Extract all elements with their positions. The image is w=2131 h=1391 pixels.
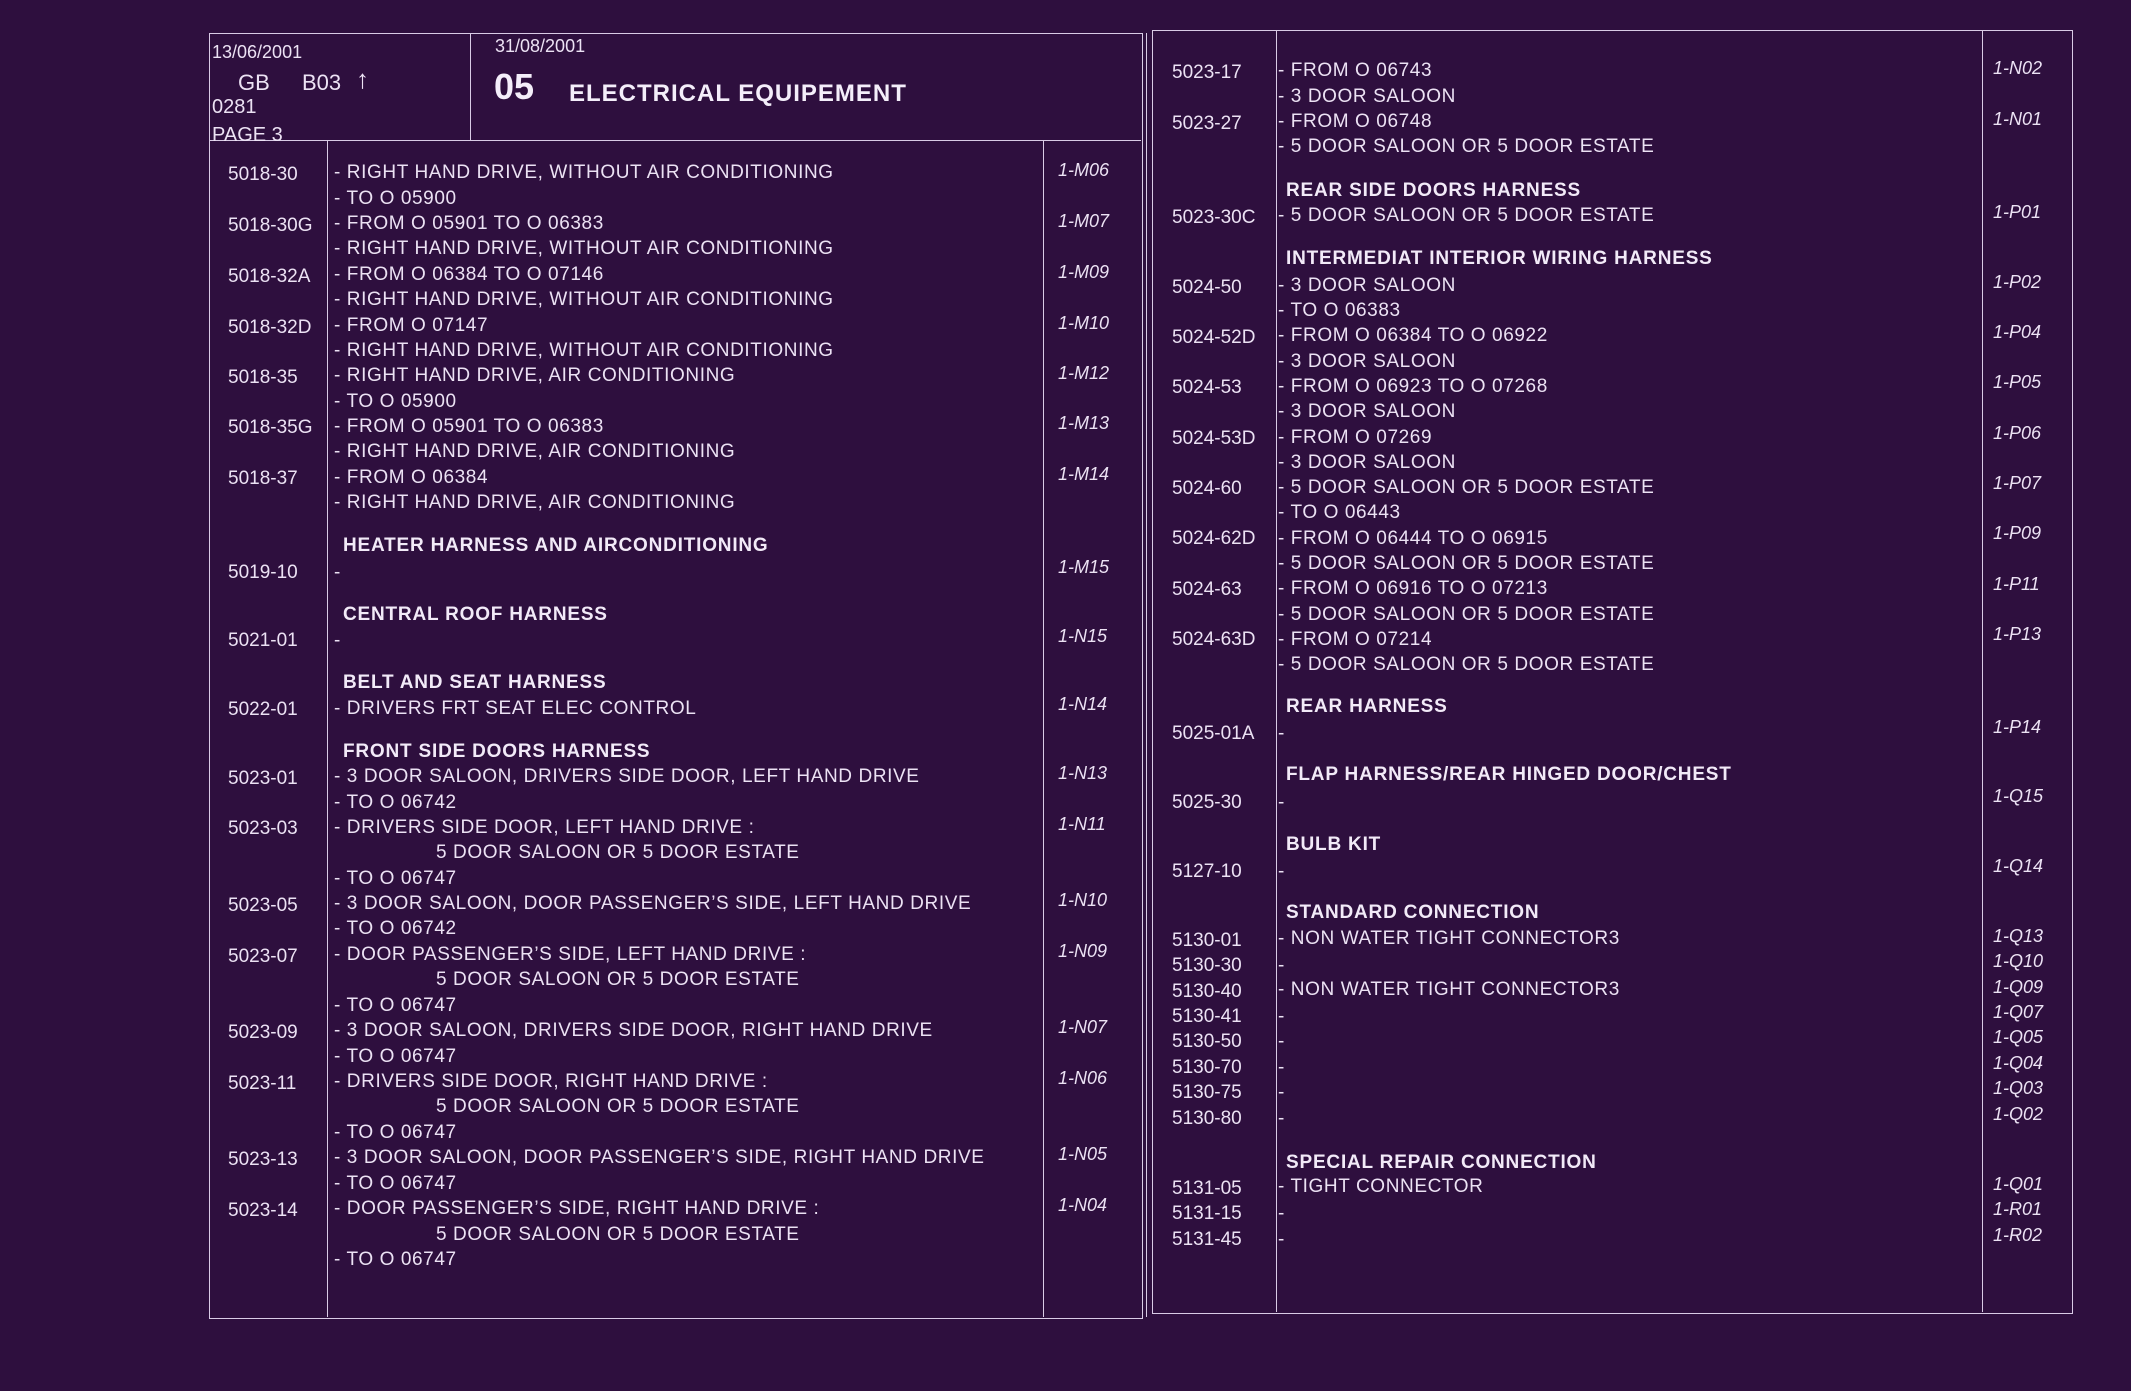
description-line: - 3 DOOR SALOON bbox=[1278, 452, 1456, 473]
section-heading: FRONT SIDE DOORS HARNESS bbox=[343, 741, 651, 762]
figure-ref: 1-Q05 bbox=[1993, 1027, 2044, 1047]
part-code: 5023-27 bbox=[1172, 113, 1242, 134]
description-line: - FROM O 06384 bbox=[334, 467, 489, 488]
description-line: - TO O 06747 bbox=[334, 1122, 457, 1143]
description-line: - 5 DOOR SALOON OR 5 DOOR ESTATE bbox=[1278, 477, 1655, 498]
figure-ref: 1-P07 bbox=[1993, 473, 2042, 493]
figure-ref: 1-M07 bbox=[1058, 211, 1110, 231]
figure-ref: 1-Q07 bbox=[1993, 1002, 2044, 1022]
header-date-right: 31/08/2001 bbox=[495, 36, 586, 56]
part-code: 5130-30 bbox=[1172, 955, 1242, 976]
description-line: - FROM O 06923 TO O 07268 bbox=[1278, 376, 1548, 397]
part-code: 5024-53D bbox=[1172, 428, 1256, 449]
part-code: 5023-13 bbox=[228, 1149, 298, 1170]
part-code: 5023-07 bbox=[228, 946, 298, 967]
description-line: 5 DOOR SALOON OR 5 DOOR ESTATE bbox=[436, 842, 800, 863]
figure-ref: 1-P09 bbox=[1993, 523, 2042, 543]
description-line: - 5 DOOR SALOON OR 5 DOOR ESTATE bbox=[1278, 136, 1655, 157]
part-code: 5023-03 bbox=[228, 818, 298, 839]
description-line: - 3 DOOR SALOON bbox=[1278, 275, 1456, 296]
part-code: 5023-11 bbox=[228, 1073, 297, 1094]
figure-ref: 1-P01 bbox=[1993, 202, 2042, 222]
description-line: - FROM O 07269 bbox=[1278, 427, 1433, 448]
figure-ref: 1-P06 bbox=[1993, 423, 2042, 443]
section-heading: BELT AND SEAT HARNESS bbox=[343, 672, 607, 693]
part-code: 5130-40 bbox=[1172, 981, 1242, 1002]
left-code-column-line bbox=[327, 140, 328, 1317]
figure-ref: 1-N09 bbox=[1058, 941, 1108, 961]
part-code: 5024-52D bbox=[1172, 327, 1256, 348]
description-line: - bbox=[1278, 1031, 1285, 1052]
description-line: - TO O 06443 bbox=[1278, 502, 1401, 523]
description-line: - RIGHT HAND DRIVE, WITHOUT AIR CONDITIONING bbox=[334, 162, 834, 183]
figure-ref: 1-R01 bbox=[1993, 1199, 2043, 1219]
figure-ref: 1-N01 bbox=[1993, 109, 2043, 129]
figure-ref: 1-M15 bbox=[1058, 557, 1110, 577]
figure-ref: 1-P14 bbox=[1993, 717, 2042, 737]
part-code: 5024-63 bbox=[1172, 579, 1242, 600]
description-line: - TO O 05900 bbox=[334, 188, 457, 209]
part-code: 5024-63D bbox=[1172, 629, 1256, 650]
header-split-line bbox=[470, 33, 471, 140]
description-line: - FROM O 06748 bbox=[1278, 111, 1433, 132]
header-divider bbox=[209, 140, 1141, 141]
description-line: - RIGHT HAND DRIVE, AIR CONDITIONING bbox=[334, 492, 736, 513]
part-code: 5131-05 bbox=[1172, 1178, 1242, 1199]
description-line: - FROM O 06444 TO O 06915 bbox=[1278, 528, 1548, 549]
description-line: - bbox=[1278, 861, 1285, 882]
figure-ref: 1-Q09 bbox=[1993, 977, 2044, 997]
description-line: - DOOR PASSENGER’S SIDE, LEFT HAND DRIVE : bbox=[334, 944, 807, 965]
header-code: B03 bbox=[302, 70, 342, 95]
description-line: - TO O 06747 bbox=[334, 1046, 457, 1067]
description-line: - bbox=[1278, 1229, 1285, 1250]
description-line: - RIGHT HAND DRIVE, AIR CONDITIONING bbox=[334, 365, 736, 386]
figure-ref: 1-Q13 bbox=[1993, 926, 2044, 946]
part-code: 5023-14 bbox=[228, 1200, 298, 1221]
part-code: 5023-09 bbox=[228, 1022, 298, 1043]
part-code: 5018-30G bbox=[228, 215, 313, 236]
figure-ref: 1-N07 bbox=[1058, 1017, 1108, 1037]
right-ref-column-line bbox=[1982, 30, 1983, 1312]
part-code: 5023-17 bbox=[1172, 62, 1242, 83]
arrow-up-icon: ↑ bbox=[356, 64, 369, 94]
part-code: 5025-01A bbox=[1172, 723, 1255, 744]
figure-ref: 1-R02 bbox=[1993, 1225, 2043, 1245]
figure-ref: 1-Q04 bbox=[1993, 1053, 2044, 1073]
figure-ref: 1-N10 bbox=[1058, 890, 1108, 910]
figure-ref: 1-P05 bbox=[1993, 372, 2042, 392]
part-code: 5024-60 bbox=[1172, 478, 1242, 499]
description-line: - FROM O 07147 bbox=[334, 315, 489, 336]
figure-ref: 1-Q02 bbox=[1993, 1104, 2044, 1124]
center-separator-line bbox=[1146, 33, 1147, 1317]
section-heading: CENTRAL ROOF HARNESS bbox=[343, 604, 608, 625]
figure-ref: 1-M12 bbox=[1058, 363, 1110, 383]
description-line: - bbox=[334, 562, 341, 583]
figure-ref: 1-P13 bbox=[1993, 624, 2042, 644]
part-code: 5018-32A bbox=[228, 266, 311, 287]
section-heading: STANDARD CONNECTION bbox=[1286, 902, 1540, 923]
header-number: 0281 bbox=[212, 96, 257, 118]
part-code: 5018-30 bbox=[228, 164, 298, 185]
part-code: 5018-37 bbox=[228, 468, 298, 489]
section-heading: REAR HARNESS bbox=[1286, 696, 1448, 717]
figure-ref: 1-M14 bbox=[1058, 464, 1110, 484]
section-heading: SPECIAL REPAIR CONNECTION bbox=[1286, 1152, 1597, 1173]
description-line: - TO O 06742 bbox=[334, 792, 457, 813]
description-line: - TO O 06747 bbox=[334, 1173, 457, 1194]
part-code: 5130-80 bbox=[1172, 1108, 1242, 1129]
section-heading: INTERMEDIAT INTERIOR WIRING HARNESS bbox=[1286, 248, 1713, 269]
figure-ref: 1-M10 bbox=[1058, 313, 1110, 333]
figure-ref: 1-M06 bbox=[1058, 160, 1110, 180]
figure-ref: 1-M13 bbox=[1058, 413, 1110, 433]
figure-ref: 1-P02 bbox=[1993, 272, 2042, 292]
header-page: PAGE 3 bbox=[212, 124, 283, 146]
description-line: - 3 DOOR SALOON, DRIVERS SIDE DOOR, RIGHT HAND DRIVE bbox=[334, 1020, 933, 1041]
description-line: - 3 DOOR SALOON bbox=[1278, 351, 1456, 372]
description-line: 5 DOOR SALOON OR 5 DOOR ESTATE bbox=[436, 969, 800, 990]
description-line: - DRIVERS SIDE DOOR, LEFT HAND DRIVE : bbox=[334, 817, 755, 838]
description-line: - FROM O 05901 TO O 06383 bbox=[334, 416, 604, 437]
description-line: - FROM O 06384 TO O 07146 bbox=[334, 264, 604, 285]
figure-ref: 1-N06 bbox=[1058, 1068, 1108, 1088]
description-line: - TIGHT CONNECTOR bbox=[1278, 1176, 1484, 1197]
figure-ref: 1-N15 bbox=[1058, 626, 1108, 646]
figure-ref: 1-Q03 bbox=[1993, 1078, 2044, 1098]
description-line: - NON WATER TIGHT CONNECTOR3 bbox=[1278, 928, 1620, 949]
description-line: - TO O 06747 bbox=[334, 995, 457, 1016]
description-line: - RIGHT HAND DRIVE, WITHOUT AIR CONDITIONING bbox=[334, 289, 834, 310]
part-code: 5131-45 bbox=[1172, 1229, 1242, 1250]
description-line: - DOOR PASSENGER’S SIDE, RIGHT HAND DRIVE : bbox=[334, 1198, 820, 1219]
part-code: 5023-01 bbox=[228, 768, 298, 789]
figure-ref: 1-N04 bbox=[1058, 1195, 1108, 1215]
section-heading: HEATER HARNESS AND AIRCONDITIONING bbox=[343, 535, 769, 556]
description-line: - 3 DOOR SALOON bbox=[1278, 401, 1456, 422]
figure-ref: 1-P11 bbox=[1993, 574, 2040, 594]
part-code: 5018-35G bbox=[228, 417, 313, 438]
figure-ref: 1-Q15 bbox=[1993, 786, 2044, 806]
description-line: - FROM O 06916 TO O 07213 bbox=[1278, 578, 1548, 599]
figure-ref: 1-Q14 bbox=[1993, 856, 2044, 876]
description-line: - 3 DOOR SALOON, DOOR PASSENGER’S SIDE, LEFT HAND DRIVE bbox=[334, 893, 972, 914]
section-number: 05 bbox=[494, 66, 535, 107]
description-line: - 5 DOOR SALOON OR 5 DOOR ESTATE bbox=[1278, 604, 1655, 625]
header-date-left: 13/06/2001 bbox=[212, 42, 303, 62]
description-line: - bbox=[1278, 723, 1285, 744]
description-line: - FROM O 05901 TO O 06383 bbox=[334, 213, 604, 234]
figure-ref: 1-Q01 bbox=[1993, 1174, 2044, 1194]
figure-ref: 1-N05 bbox=[1058, 1144, 1108, 1164]
part-code: 5130-41 bbox=[1172, 1006, 1242, 1027]
part-code: 5022-01 bbox=[228, 699, 298, 720]
description-line: - 5 DOOR SALOON OR 5 DOOR ESTATE bbox=[1278, 205, 1655, 226]
description-line: - bbox=[1278, 1057, 1285, 1078]
section-heading: FLAP HARNESS/REAR HINGED DOOR/CHEST bbox=[1286, 764, 1732, 785]
figure-ref: 1-P04 bbox=[1993, 322, 2042, 342]
description-line: - FROM O 07214 bbox=[1278, 629, 1433, 650]
part-code: 5127-10 bbox=[1172, 861, 1242, 882]
description-line: - bbox=[1278, 792, 1285, 813]
description-line: - TO O 06747 bbox=[334, 868, 457, 889]
description-line: - TO O 06742 bbox=[334, 918, 457, 939]
part-code: 5130-50 bbox=[1172, 1031, 1242, 1052]
header-country: GB bbox=[238, 70, 270, 95]
part-code: 5130-01 bbox=[1172, 930, 1242, 951]
description-line: - 3 DOOR SALOON bbox=[1278, 86, 1456, 107]
description-line: - 3 DOOR SALOON, DOOR PASSENGER’S SIDE, RIGHT HAND DRIVE bbox=[334, 1147, 985, 1168]
part-code: 5023-30C bbox=[1172, 207, 1256, 228]
description-line: - RIGHT HAND DRIVE, WITHOUT AIR CONDITIONING bbox=[334, 340, 834, 361]
description-line: - 3 DOOR SALOON, DRIVERS SIDE DOOR, LEFT HAND DRIVE bbox=[334, 766, 920, 787]
part-code: 5024-53 bbox=[1172, 377, 1242, 398]
description-line: - TO O 06383 bbox=[1278, 300, 1401, 321]
description-line: - TO O 05900 bbox=[334, 391, 457, 412]
part-code: 5130-75 bbox=[1172, 1082, 1242, 1103]
part-code: 5018-32D bbox=[228, 317, 312, 338]
part-code: 5018-35 bbox=[228, 367, 298, 388]
part-code: 5024-50 bbox=[1172, 277, 1242, 298]
description-line: - FROM O 06743 bbox=[1278, 60, 1433, 81]
figure-ref: 1-N11 bbox=[1058, 814, 1106, 834]
left-ref-column-line bbox=[1043, 140, 1044, 1317]
description-line: - 5 DOOR SALOON OR 5 DOOR ESTATE bbox=[1278, 553, 1655, 574]
description-line: - NON WATER TIGHT CONNECTOR3 bbox=[1278, 979, 1620, 1000]
description-line: - bbox=[1278, 1006, 1285, 1027]
part-code: 5131-15 bbox=[1172, 1203, 1242, 1224]
figure-ref: 1-N13 bbox=[1058, 763, 1108, 783]
section-heading: BULB KIT bbox=[1286, 834, 1382, 855]
description-line: - bbox=[334, 630, 341, 651]
part-code: 5021-01 bbox=[228, 630, 298, 651]
description-line: - DRIVERS FRT SEAT ELEC CONTROL bbox=[334, 698, 697, 719]
part-code: 5025-30 bbox=[1172, 792, 1242, 813]
description-line: - TO O 06747 bbox=[334, 1249, 457, 1270]
figure-ref: 1-N02 bbox=[1993, 58, 2043, 78]
part-code: 5023-05 bbox=[228, 895, 298, 916]
description-line: - RIGHT HAND DRIVE, AIR CONDITIONING bbox=[334, 441, 736, 462]
section-heading: REAR SIDE DOORS HARNESS bbox=[1286, 180, 1581, 201]
description-line: - bbox=[1278, 1108, 1285, 1129]
figure-ref: 1-N14 bbox=[1058, 694, 1108, 714]
part-code: 5130-70 bbox=[1172, 1057, 1242, 1078]
description-line: - FROM O 06384 TO O 06922 bbox=[1278, 325, 1548, 346]
description-line: - bbox=[1278, 1082, 1285, 1103]
section-title: ELECTRICAL EQUIPEMENT bbox=[569, 80, 907, 107]
description-line: 5 DOOR SALOON OR 5 DOOR ESTATE bbox=[436, 1096, 800, 1117]
description-line: - bbox=[1278, 955, 1285, 976]
right-code-column-line bbox=[1276, 30, 1277, 1312]
description-line: 5 DOOR SALOON OR 5 DOOR ESTATE bbox=[436, 1224, 800, 1245]
figure-ref: 1-Q10 bbox=[1993, 951, 2044, 971]
figure-ref: 1-M09 bbox=[1058, 262, 1110, 282]
description-line: - 5 DOOR SALOON OR 5 DOOR ESTATE bbox=[1278, 654, 1655, 675]
description-line: - RIGHT HAND DRIVE, WITHOUT AIR CONDITIONING bbox=[334, 238, 834, 259]
description-line: - DRIVERS SIDE DOOR, RIGHT HAND DRIVE : bbox=[334, 1071, 768, 1092]
description-line: - bbox=[1278, 1203, 1285, 1224]
part-code: 5019-10 bbox=[228, 562, 298, 583]
part-code: 5024-62D bbox=[1172, 528, 1256, 549]
